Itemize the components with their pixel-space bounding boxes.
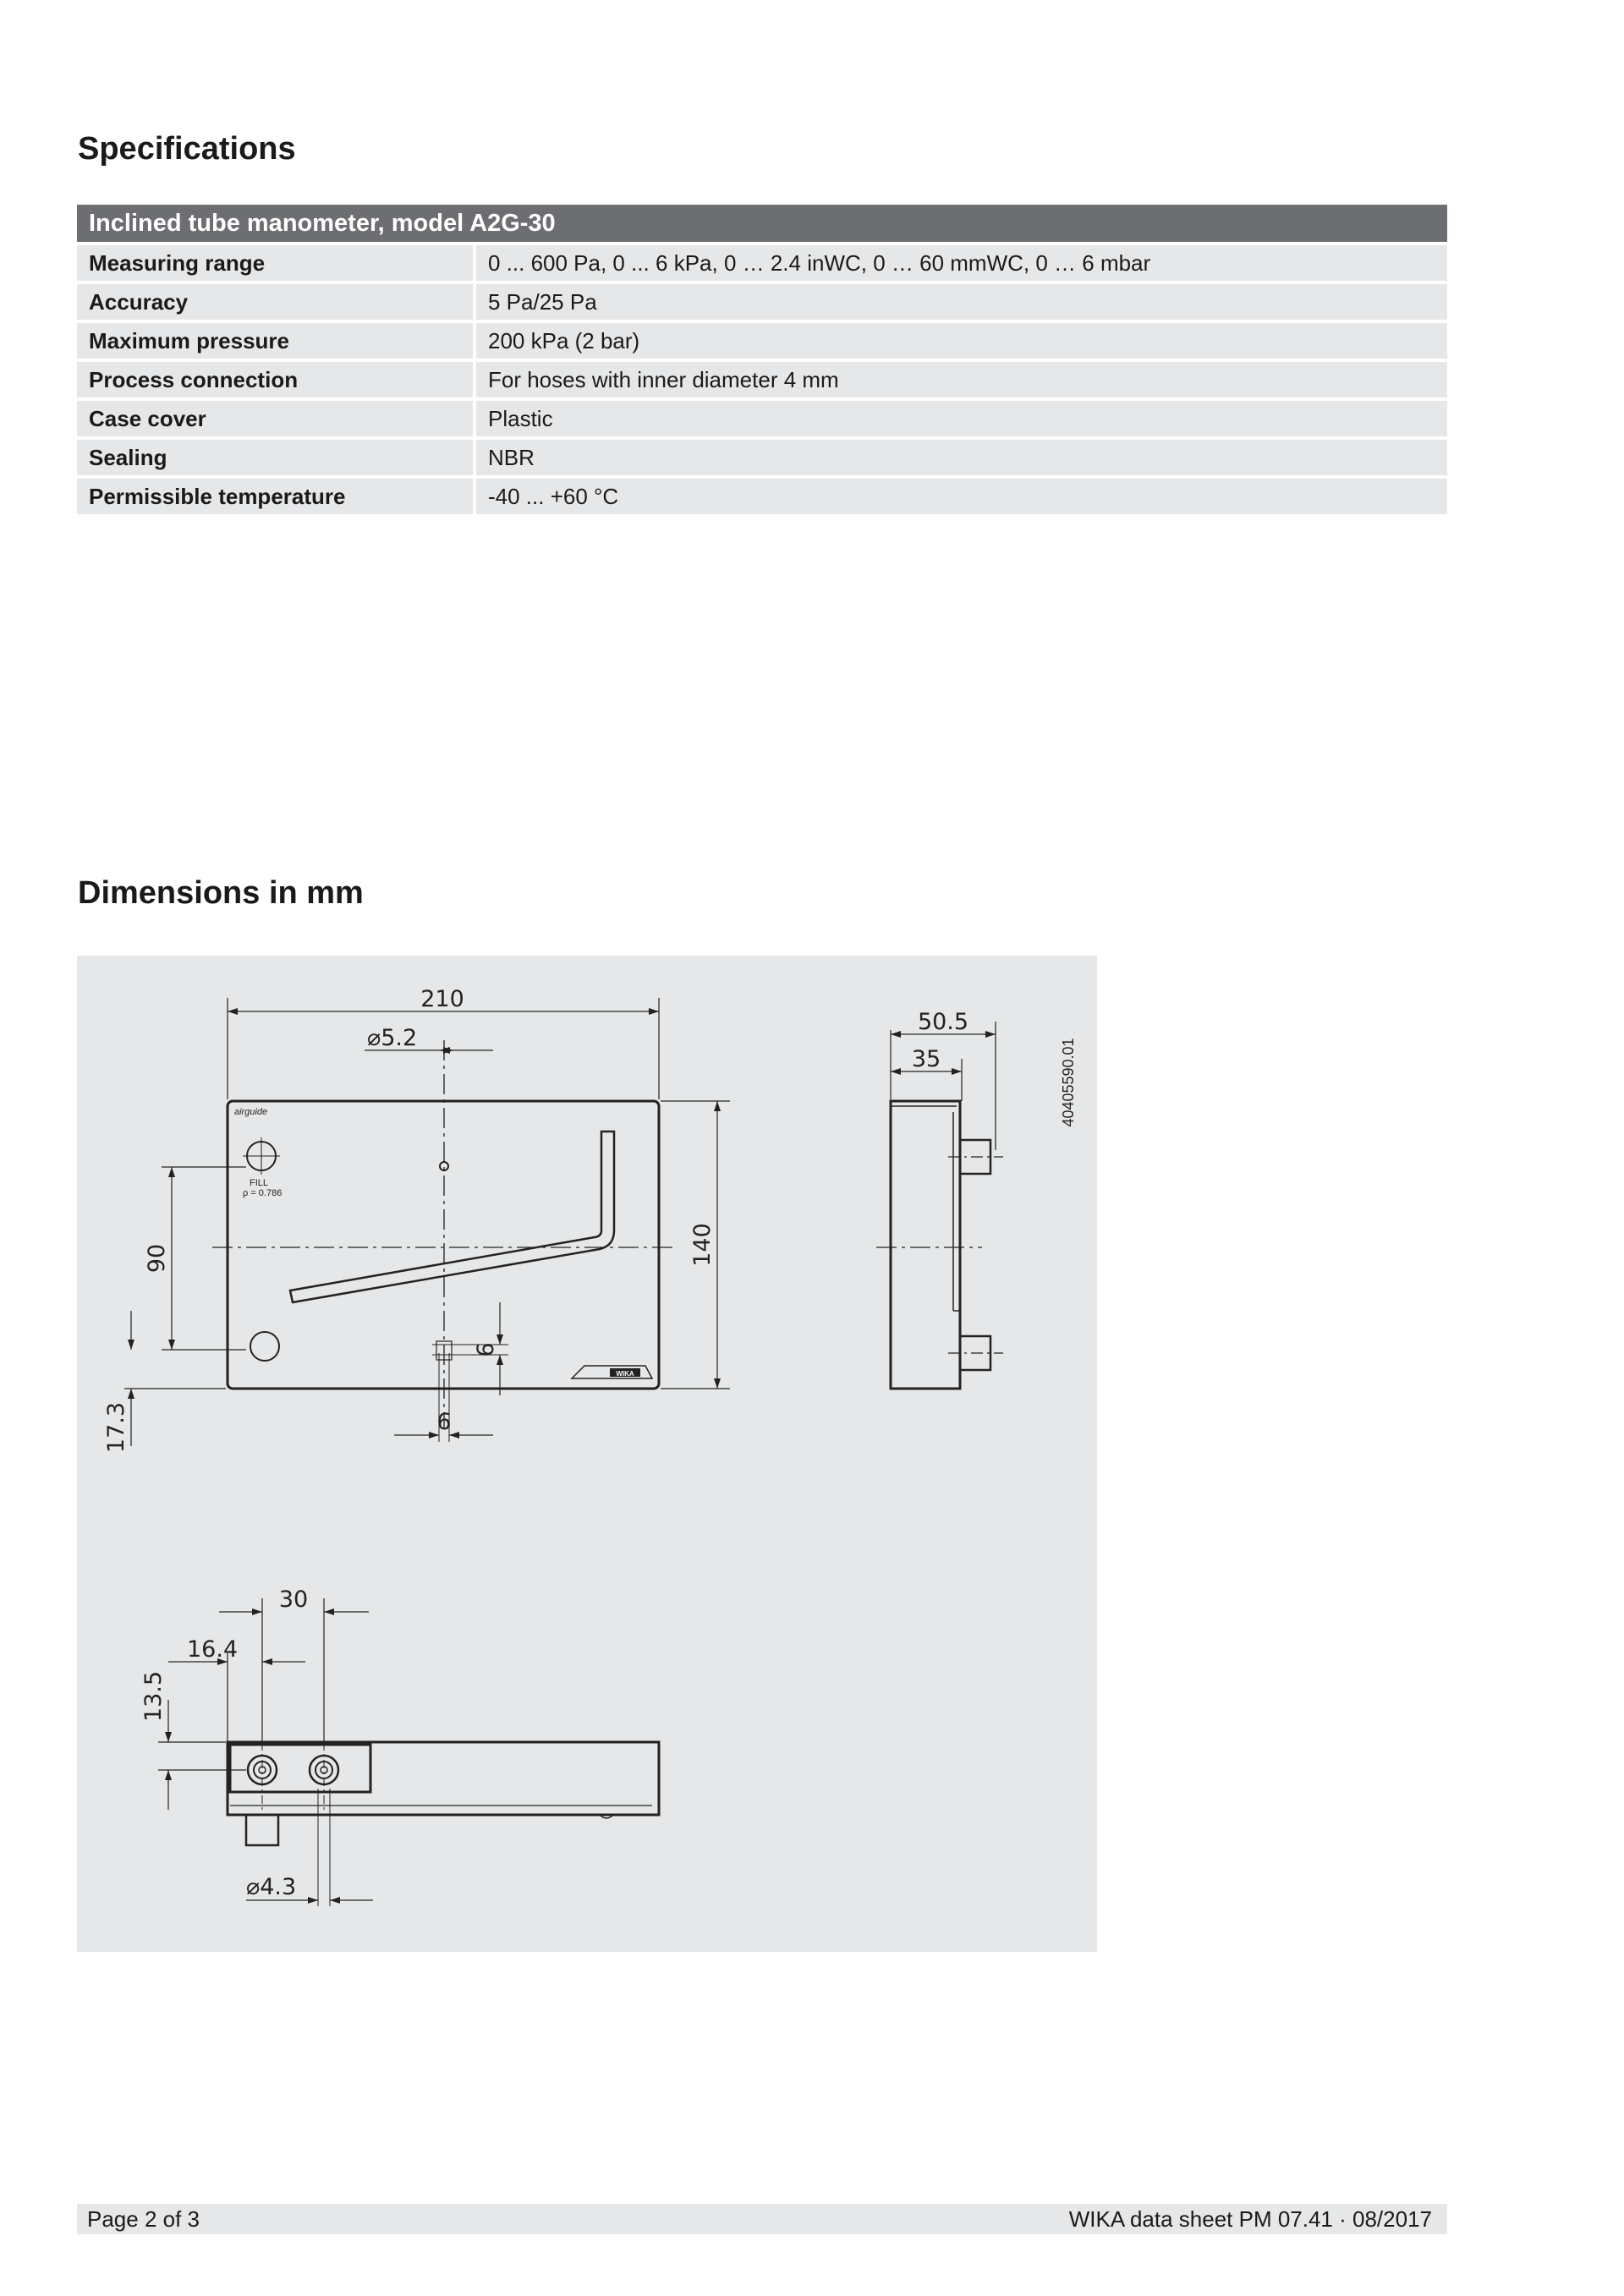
technical-drawing: [77, 956, 1097, 1952]
bottom-hole: [250, 1332, 279, 1361]
table-row: [77, 323, 1447, 359]
table-row: [77, 245, 1447, 281]
dim-label-30: 30: [278, 1586, 309, 1613]
row-label: Accuracy: [77, 284, 473, 320]
row-value: Plastic: [476, 401, 1447, 436]
page-footer: [77, 2204, 1447, 2234]
row-value: For hoses with inner diameter 4 mm: [476, 362, 1447, 397]
data-sheet-reference: WIKA data sheet PM 07.41 · 08/2017: [1068, 2206, 1432, 2232]
spec-table-body: [77, 245, 1447, 518]
top-view-body: [228, 1742, 659, 1815]
top-view-foot: [246, 1815, 278, 1845]
dim-label-90: 90: [144, 1243, 170, 1274]
dimensions-heading: Dimensions in mm: [78, 875, 364, 911]
dim-label-16-4: 16.4: [187, 1636, 239, 1663]
row-label: Permissible temperature: [77, 479, 473, 514]
density-label: ρ = 0.786: [243, 1188, 283, 1198]
row-label: Measuring range: [77, 245, 473, 281]
dim-label-50-5: 50.5: [917, 1009, 969, 1035]
page-number: Page 2 of 3: [87, 2206, 200, 2232]
row-label: Maximum pressure: [77, 323, 473, 359]
spec-table-header: Inclined tube manometer, model A2G-30: [77, 205, 1447, 242]
row-value: 200 kPa (2 bar): [476, 323, 1447, 359]
front-view-body: [228, 1101, 659, 1389]
inclined-tube: [290, 1132, 614, 1302]
drawing-number: 40405590.01: [1060, 1038, 1077, 1127]
dim-label-dia-5-2: ⌀5.2: [367, 1025, 418, 1051]
specifications-heading: Specifications: [78, 131, 296, 167]
dim-label-6-horizontal: 6: [436, 1409, 452, 1435]
top-view-connector-block: [230, 1745, 370, 1792]
dimension-drawing-panel: [77, 956, 1097, 1952]
table-row: [77, 284, 1447, 320]
table-row: [77, 401, 1447, 436]
row-label: Sealing: [77, 440, 473, 475]
row-value: 0 ... 600 Pa, 0 ... 6 kPa, 0 … 2.4 inWC, 0 … 60 mmWC, 0 … 6 mbar: [476, 245, 1447, 281]
airguide-logo: airguide: [234, 1107, 268, 1117]
spec-table: [77, 205, 1447, 242]
row-label: Process connection: [77, 362, 473, 397]
fill-label: FILL: [250, 1178, 269, 1188]
row-value: 5 Pa/25 Pa: [476, 284, 1447, 320]
side-view-body: [891, 1101, 960, 1389]
dim-label-210: 210: [420, 986, 464, 1012]
dim-label-dia-4-3: ⌀4.3: [246, 1874, 297, 1900]
dim-label-35: 35: [911, 1046, 941, 1072]
table-row: [77, 362, 1447, 397]
row-label: Case cover: [77, 401, 473, 436]
dim-label-17-3: 17.3: [103, 1401, 129, 1454]
dim-label-140: 140: [689, 1223, 716, 1267]
row-value: -40 ... +60 °C: [476, 479, 1447, 514]
dim-label-6-vertical: 6: [473, 1342, 499, 1357]
table-row: [77, 479, 1447, 514]
wika-badge: WIKA: [616, 1370, 634, 1378]
dim-label-13-5: 13.5: [140, 1670, 167, 1723]
table-row: [77, 440, 1447, 475]
row-value: NBR: [476, 440, 1447, 475]
